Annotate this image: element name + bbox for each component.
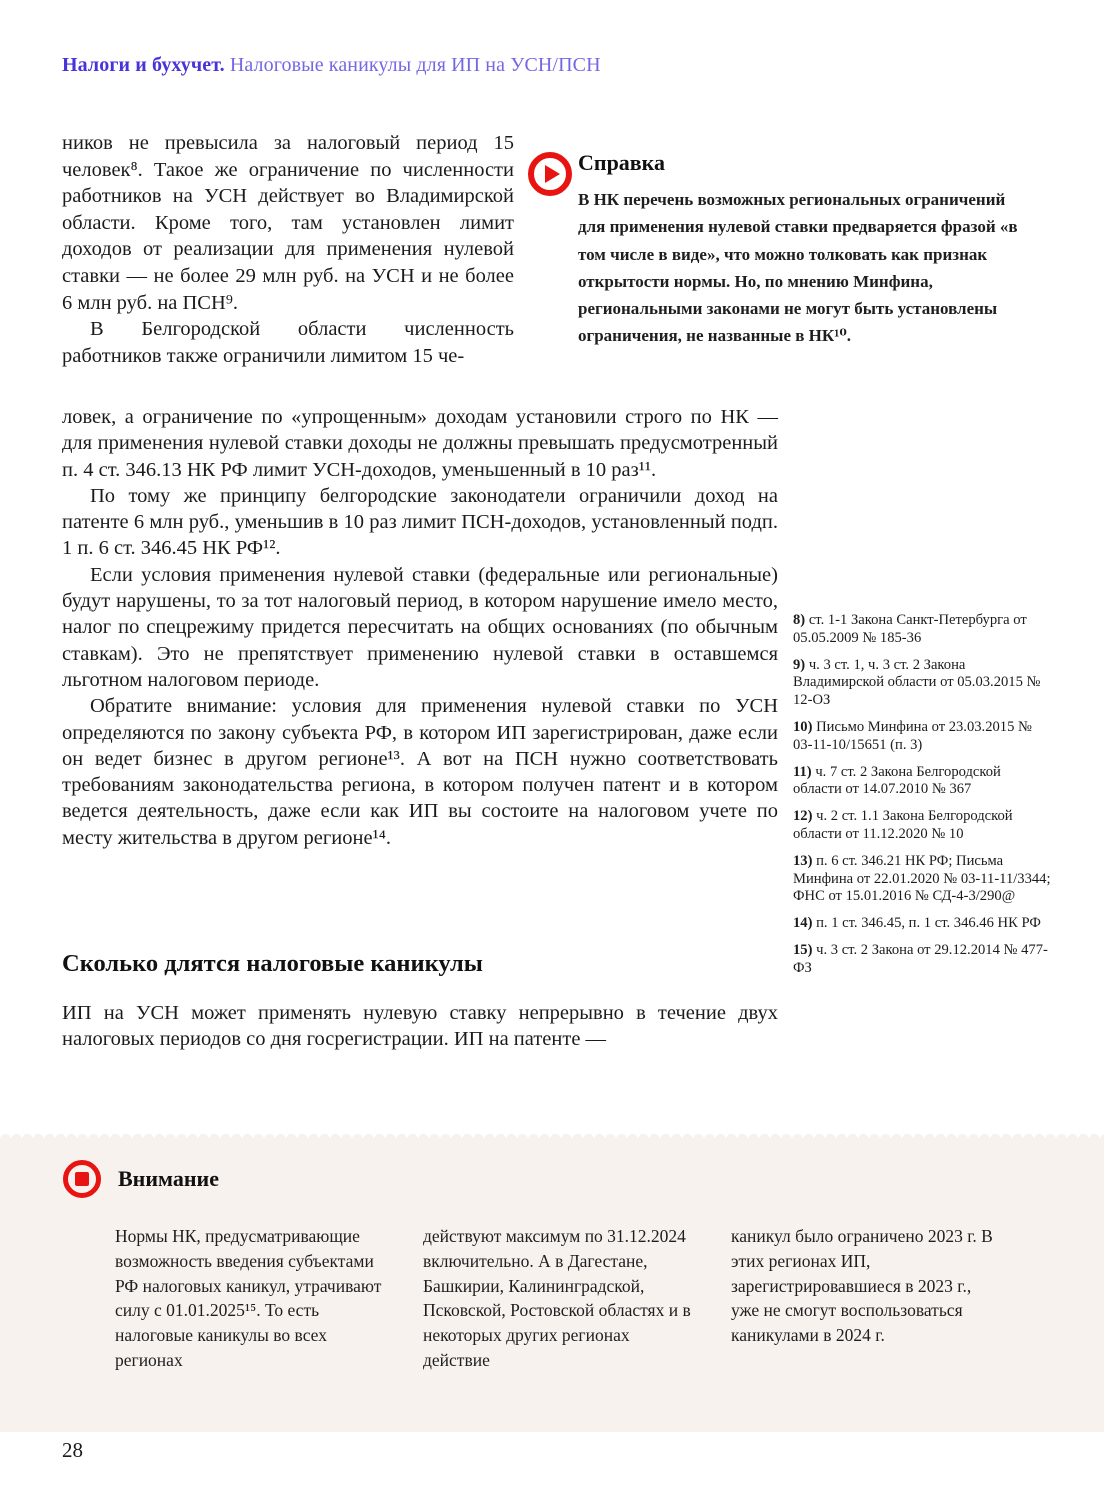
spravka-title: Справка xyxy=(578,150,666,175)
attention-callout xyxy=(0,1138,1104,1432)
paragraph: В Белгородской области численность работников также ограничили лимитом 15 че- xyxy=(62,318,514,367)
spravka-body: В НК перечень возможных региональных ограничений для применения нулевой ставки предваряется фразой «в том числе в виде», что можно толковать как признак открытости нормы. Но, по мнению Минфина, региональными законами не могут быть установлены ограничения, не названные в НК¹⁰. xyxy=(578,190,1018,346)
footnote xyxy=(793,612,1053,648)
footnote xyxy=(793,657,1053,710)
attention-column-1: Нормы НК, предусматривающие возможность введения субъектами РФ налоговых каникул, утрачивают силу с 01.01.2025¹⁵. То есть налоговые каникулы во всех регионах xyxy=(115,1226,382,1370)
page-number: 28 xyxy=(62,1438,83,1462)
footnote-text: п. 1 ст. 346.45, п. 1 ст. 346.46 НК РФ xyxy=(816,915,1041,932)
footnote xyxy=(793,719,1053,755)
stop-square-icon xyxy=(75,1172,89,1186)
footnote-text: п. 6 ст. 346.21 НК РФ; Письма Минфина от 22.01.2020 № 03-11-11/3344; ФНС от 15.01.2016 № СД-4-3/290@ xyxy=(793,852,1051,905)
footnotes-sidebar xyxy=(793,612,1053,987)
footnote-text: ч. 3 ст. 2 Закона от 29.12.2014 № 477-ФЗ xyxy=(793,941,1048,976)
footnote-text: ч. 7 ст. 2 Закона Белгородской области от 14.07.2010 № 367 xyxy=(793,763,1001,798)
footnote-text: Письмо Минфина от 23.03.2015 № 03-11-10/15651 (п. 3) xyxy=(793,718,1032,753)
section-heading: Сколько длятся налоговые каникулы xyxy=(62,950,483,977)
attention-column-2: действуют максимум по 31.12.2024 включительно. А в Дагестане, Башкирии, Калининградской, Псковской, Ростовской областях и в некоторых других регионах действие xyxy=(423,1226,691,1370)
magazine-name: Налоги и бухучет. xyxy=(62,54,225,76)
paragraph: ИП на УСН может применять нулевую ставку непрерывно в течение двух налоговых периодов со дня госрегистрации. ИП на патенте — xyxy=(62,1002,778,1051)
play-icon xyxy=(528,152,572,196)
footnote-number: 14) xyxy=(793,915,813,932)
footnote-number: 13) xyxy=(793,852,813,869)
footnote xyxy=(793,942,1053,978)
stop-icon xyxy=(63,1160,101,1198)
footnote-number: 12) xyxy=(793,808,813,825)
attention-column-3: каникул было ограничено 2023 г. В этих регионах ИП, зарегистрировавшиеся в 2023 г., уже не смогут воспользоваться каникулами в 2024 г. xyxy=(731,1226,993,1346)
footnote xyxy=(793,853,1053,906)
footnote-number: 8) xyxy=(793,612,806,628)
footnote xyxy=(793,915,1053,933)
section-block xyxy=(62,950,778,1053)
paragraph: Обратите внимание: условия для применения нулевой ставки по УСН определяются по закону субъекта РФ, в котором ИП зарегистрирован, даже если он ведет бизнес в другом регионе¹³. А вот на ПСН нужно соответствовать требованиям законодательства региона, в котором получен патент и в котором ведется деятельность, даже если как ИП вы состоите на налоговом учете по месту жительства в другом регионе¹⁴. xyxy=(62,695,778,849)
spravka-content xyxy=(578,150,1020,350)
spravka-callout xyxy=(528,150,1020,350)
footnote-text: ст. 1-1 Закона Санкт-Петербурга от 05.05.2009 № 185-36 xyxy=(793,612,1027,646)
play-triangle-icon xyxy=(545,165,560,183)
footnote-number: 10) xyxy=(793,718,813,735)
footnote-number: 15) xyxy=(793,941,813,958)
body-main-text xyxy=(62,404,778,851)
attention-columns xyxy=(115,1224,993,1373)
paragraph: По тому же принципу белгородские законодатели ограничили доход на патенте 6 млн руб., уменьшив в 10 раз лимит ПСН-доходов, установленный подп. 1 п. 6 ст. 346.45 НК РФ¹². xyxy=(62,484,778,560)
footnote xyxy=(793,808,1053,844)
footnote-number: 11) xyxy=(793,763,812,780)
footnote-text: ч. 3 ст. 1, ч. 3 ст. 2 Закона Владимирской области от 05.03.2015 № 12-ОЗ xyxy=(793,656,1041,709)
paragraph: ловек, а ограничение по «упрощенным» доходам установили строго по НК — для применения нулевой ставки доходы не должны превышать предусмотренный п. 4 ст. 346.13 НК РФ лимит УСН-доходов, уменьшенный в 10 раз¹¹. xyxy=(62,406,778,481)
footnote xyxy=(793,764,1053,800)
footnote-text: ч. 2 ст. 1.1 Закона Белгородской области от 11.12.2020 № 10 xyxy=(793,808,1013,842)
paragraph: Если условия применения нулевой ставки (федеральные или региональные) будут нарушены, то за тот налоговый период, в котором нарушение имело место, налог по спецрежиму придется пересчитать на общих основаниях (по обычным ставкам). Это не препятствует применению нулевой ставки в оставшемся льготном налоговом периоде. xyxy=(62,563,778,691)
article-title: Налоговые каникулы для ИП на УСН/ПСН xyxy=(229,54,601,76)
running-head xyxy=(62,54,601,77)
footnote-number: 9) xyxy=(793,656,806,673)
attention-title: Внимание xyxy=(118,1166,219,1191)
paragraph: ников не превысила за налоговый период 15 человек⁸. Такое же ограничение по численности работников на УСН действует во Владимирской области. Кроме того, там установлен лимит доходов от реализации для применения нулевой ставки — не более 29 млн руб. на УСН и не более 6 млн руб. на ПСН⁹. xyxy=(62,132,514,314)
body-left-column xyxy=(62,130,514,369)
